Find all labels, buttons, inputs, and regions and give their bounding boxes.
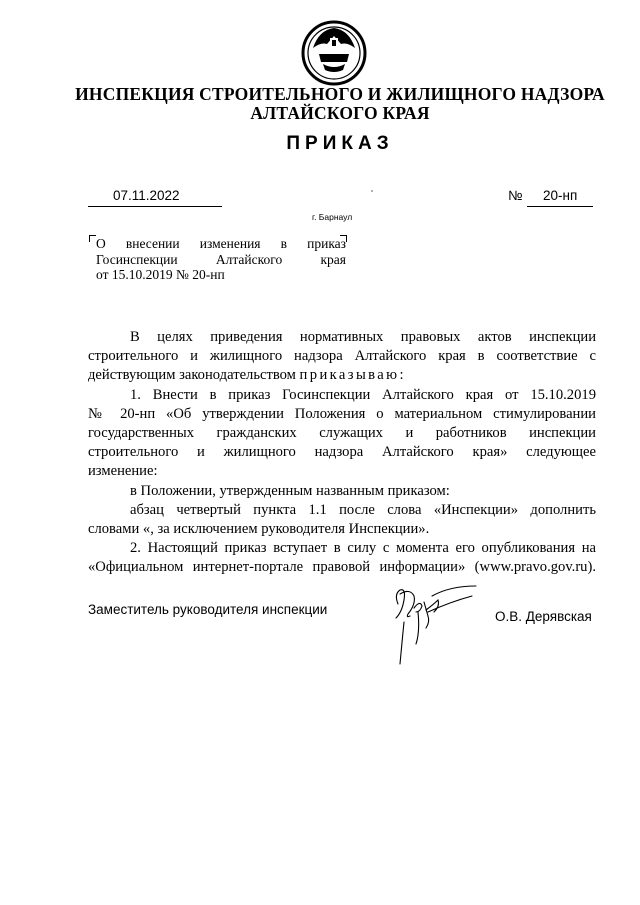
signatory-name: О.В. Дерявская	[495, 609, 592, 624]
body-line	[88, 366, 596, 385]
document-title: ПРИКАЗ	[286, 133, 394, 154]
body-line: № 20-нп «Об утверждении Положения о материальном стимулировании	[88, 405, 596, 422]
handwritten-signature-icon	[380, 572, 490, 672]
body-line: «Официальном интернет-портале правовой информации» (www.pravo.gov.ru).	[88, 559, 596, 576]
body-line: В целях приведения нормативных правовых актов инспекции	[130, 329, 596, 345]
body-line: государственных гражданских служащих и работников инспекции	[88, 425, 596, 442]
order-keyword: приказываю	[299, 367, 400, 384]
subject-line: О внесении изменения в приказ	[96, 236, 346, 251]
body-text: действующим законодательством	[88, 367, 300, 384]
subject-line: Госинспекции Алтайского края	[96, 251, 346, 267]
order-date: 07.11.2022	[113, 188, 180, 203]
body-line: строительного и жилищного надзора Алтайского края в соответствие с	[88, 348, 596, 365]
body-line: абзац четвертый пункта 1.1 после слова «Инспекции» дополнить	[130, 501, 596, 518]
subject-corner-left	[89, 235, 96, 242]
body-line: 1. Внести в приказ Госинспекции Алтайского края от 15.10.2019	[130, 386, 596, 403]
body-line: в Положении, утвержденным названным приказом:	[130, 482, 450, 499]
body-text: :	[399, 367, 404, 384]
body-line: изменение:	[88, 463, 158, 480]
order-number: 20-нп	[543, 188, 578, 203]
city-label: г. Барнаул	[312, 212, 353, 222]
number-sign: №	[508, 188, 523, 203]
subject-line: от 15.10.2019 № 20-нп	[96, 267, 225, 282]
body-line: 2. Настоящий приказ вступает в силу с момента его опубликования на	[130, 540, 596, 557]
coat-of-arms-icon	[299, 18, 369, 88]
body-line: строительного и жилищного надзора Алтайского края» следующее	[88, 444, 596, 461]
order-body	[88, 328, 596, 578]
order-subject	[96, 236, 346, 283]
body-line: словами «, за исключением руководителя Инспекции».	[88, 521, 430, 538]
organization-name-line2: АЛТАЙСКОГО КРАЯ	[250, 103, 430, 123]
scan-speck	[371, 190, 373, 192]
signatory-position: Заместитель руководителя инспекции	[88, 602, 328, 617]
organization-name-line1: ИНСПЕКЦИЯ СТРОИТЕЛЬНОГО И ЖИЛИЩНОГО НАДЗОРА	[75, 84, 605, 104]
